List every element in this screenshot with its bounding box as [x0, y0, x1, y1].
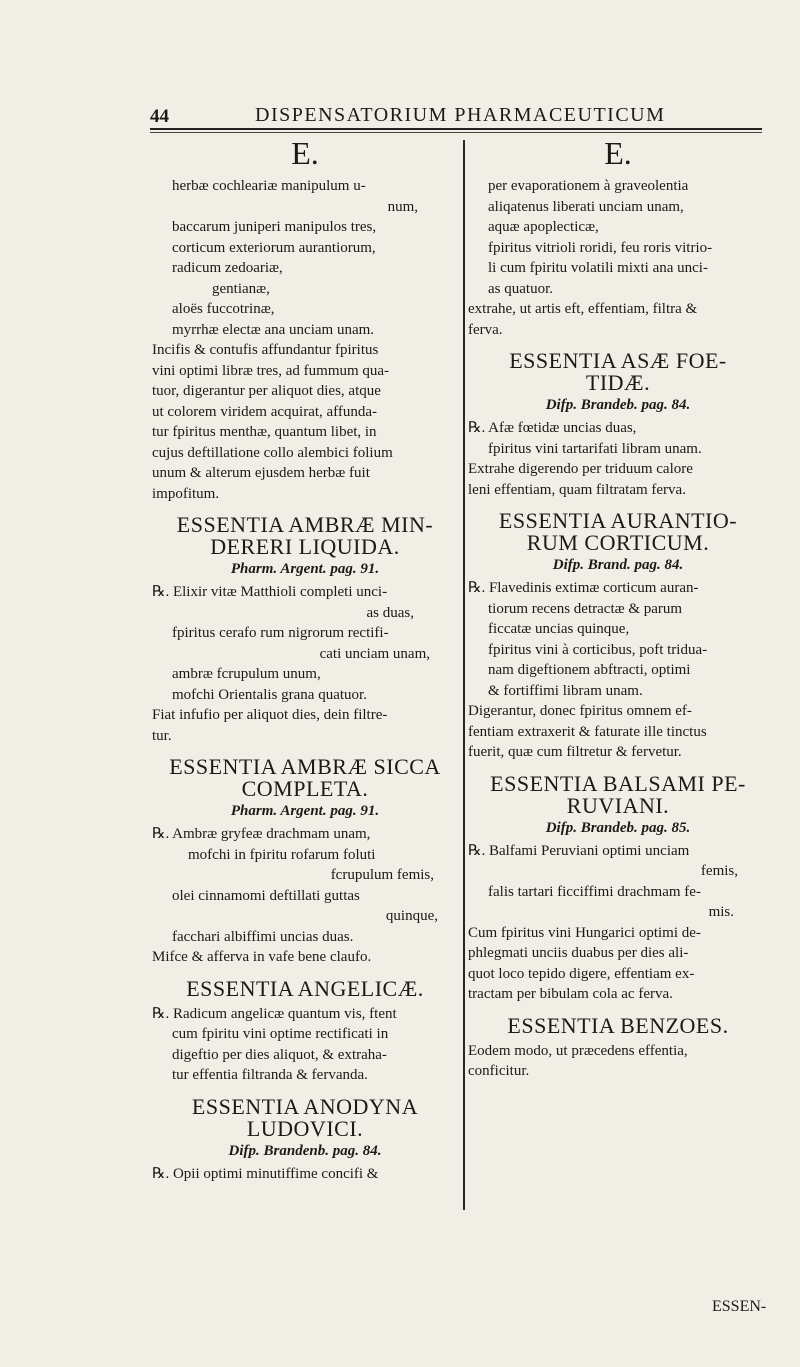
text-line: Fiat infufio per aliquot dies, dein filtre-	[152, 707, 388, 723]
source-reference: Difp. Brandeb. pag. 85.	[545, 819, 691, 836]
text-line: fpiritus vitrioli roridi, feu roris vitrio-	[488, 239, 713, 256]
text-line: Eodem modo, ut præcedens effentia,	[468, 1042, 688, 1059]
text-block	[152, 1164, 458, 1185]
text-line: digeftio per dies aliquot, & extraha-	[172, 1046, 387, 1063]
text-line: mofchi Orientalis grana quatuor.	[172, 686, 367, 703]
text-line: aloës fuccotrinæ,	[172, 301, 275, 317]
text-line: num,	[387, 198, 418, 215]
text-line: impofitum.	[152, 485, 220, 502]
text-line: myrrhæ electæ ana unciam unam.	[172, 321, 375, 338]
text-line: aquæ apoplecticæ,	[488, 219, 599, 235]
text-line: Digerantur, donec fpiritus omnem ef-	[468, 703, 692, 719]
source-reference: Pharm. Argent. pag. 91.	[230, 561, 380, 577]
text-line: & fortiffimi libram unam.	[488, 682, 643, 699]
section-title: ESSENTIA ANODYNA	[191, 1093, 419, 1119]
text-block	[152, 824, 458, 968]
section-title: ESSENTIA ASÆ FOE-	[509, 348, 727, 373]
section-title: LUDOVICI.	[246, 1115, 364, 1141]
text-line: mis.	[708, 904, 734, 920]
text-block	[468, 841, 768, 1005]
text-line: cati unciam unam,	[319, 645, 430, 662]
text-line: falis tartari ficciffimi drachmam fe-	[488, 883, 701, 900]
text-line: ficcatæ uncias quinque,	[488, 621, 630, 637]
text-line: tractam per bibulam cola ac ferva.	[468, 986, 673, 1002]
section-title: ESSENTIA AURANTIO-	[498, 508, 738, 533]
source-reference: Difp. Brandeb. pag. 84.	[545, 397, 691, 413]
text-line: ℞. Flavedinis extimæ corticum auran-	[468, 580, 699, 596]
section-letter: E.	[291, 135, 319, 171]
text-line: ferva.	[468, 321, 503, 338]
text-line: facchari albiffimi uncias duas.	[172, 928, 354, 945]
text-line: tuor, digerantur per aliquot dies, atque	[152, 383, 381, 399]
text-line: vini optimi libræ tres, ad fummum qua-	[152, 362, 390, 379]
text-line: fuerit, quæ cum filtretur & fervetur.	[468, 744, 682, 760]
text-line: fpiritus vini tartarifati libram unam.	[488, 440, 702, 457]
left-column	[152, 132, 458, 1184]
section-letter: E.	[604, 135, 632, 171]
text-line: cujus deftillatione collo alembici folium	[152, 444, 393, 461]
catchword: ESSEN-	[712, 1298, 767, 1315]
text-line: tiorum recens detractæ & parum	[488, 600, 683, 617]
text-line: ℞. Opii optimi minutiffime concifi &	[152, 1165, 379, 1182]
text-block	[152, 1004, 458, 1086]
text-line: ambræ fcrupulum unum,	[172, 666, 321, 682]
section-title: ESSENTIA BALSAMI PE-	[490, 770, 746, 796]
column-divider	[463, 140, 465, 1210]
section-title: DERERI LIQUIDA.	[210, 534, 400, 559]
text-line: Incifis & contufis affundantur fpiritus	[152, 342, 379, 358]
text-line: phlegmati unciis duabus per dies ali-	[468, 945, 689, 961]
text-line: baccarum juniperi manipulos tres,	[172, 219, 377, 235]
running-title: DISPENSATORIUM PHARMACEUTICUM	[255, 104, 666, 126]
text-line: olei cinnamomi deftillati guttas	[172, 887, 360, 904]
text-line: quot loco tepido digere, effentiam ex-	[468, 965, 695, 982]
text-line: Cum fpiritus vini Hungarici optimi de-	[468, 924, 701, 941]
text-line: nam digeftionem abftracti, optimi	[488, 662, 691, 678]
section-title: COMPLETA.	[241, 776, 369, 801]
text-line: ℞. Radicum angelicæ quantum vis, ftent	[152, 1005, 397, 1022]
text-block	[152, 582, 458, 746]
text-line: femis,	[700, 863, 738, 879]
right-column	[468, 132, 768, 1082]
text-line: ℞. Ambræ gryfeæ drachmam unam,	[152, 826, 371, 842]
text-line: ℞. Elixir vitæ Matthioli completi unci-	[152, 584, 388, 600]
text-line: fcrupulum femis,	[330, 867, 434, 883]
text-line: conficitur.	[468, 1063, 530, 1079]
section-title: ESSENTIA ANGELICÆ.	[186, 975, 424, 1001]
text-line: as quatuor.	[488, 280, 553, 297]
text-line: fentiam extraxerit & faturate ille tinctus	[468, 723, 707, 740]
text-line: fpiritus cerafo rum nigrorum rectifi-	[172, 625, 389, 641]
text-line: unum & alterum ejusdem herbæ fuit	[152, 465, 370, 481]
text-line: aliqatenus liberati unciam unam,	[488, 198, 684, 215]
text-block	[468, 1041, 768, 1082]
source-reference: Difp. Brandenb. pag. 84.	[228, 1142, 382, 1159]
text-line: tur effentia filtranda & fervanda.	[172, 1067, 368, 1083]
section-title: RUVIANI.	[566, 792, 670, 818]
text-block	[468, 176, 768, 340]
text-line: mofchi in fpiritu rofarum foluti	[188, 846, 376, 863]
text-block	[468, 418, 768, 500]
text-line: as duas,	[366, 604, 414, 621]
text-line: tur fpiritus menthæ, quantum libet, in	[152, 424, 377, 440]
text-line: cum fpiritu vini optime rectificati in	[172, 1026, 389, 1042]
section-title: TIDÆ.	[585, 370, 651, 395]
source-reference: Difp. Brand. pag. 84.	[552, 557, 684, 573]
text-line: tur.	[152, 727, 172, 744]
text-line: extrahe, ut artis eft, effentiam, filtra &	[468, 301, 698, 317]
text-line: gentianæ,	[212, 280, 270, 297]
page-header	[150, 104, 770, 130]
text-line: Extrahe digerendo per triduum calore	[468, 461, 693, 477]
text-line: fpiritus vini à corticibus, poft tridua-	[488, 641, 708, 658]
section-title: ESSENTIA BENZOES.	[507, 1012, 729, 1038]
text-line: leni effentiam, quam filtratam ferva.	[468, 481, 686, 498]
source-reference: Pharm. Argent. pag. 91.	[230, 803, 380, 819]
text-line: quinque,	[385, 908, 438, 924]
text-line: corticum exteriorum aurantiorum,	[172, 239, 376, 256]
text-line: li cum fpiritu volatili mixti ana unci-	[488, 260, 708, 276]
text-line: ℞. Balfami Peruviani optimi unciam	[468, 842, 690, 859]
text-line: ℞. Afæ fœtidæ uncias duas,	[468, 420, 637, 436]
section-title: ESSENTIA AMBRÆ SICCA	[169, 754, 441, 779]
text-line: ut colorem viridem acquirat, affunda-	[152, 403, 378, 420]
text-block	[468, 578, 768, 763]
page-number: 44	[150, 106, 169, 127]
text-line: per evaporationem à graveolentia	[488, 178, 689, 194]
text-block	[152, 176, 458, 504]
section-title: RUM CORTICUM.	[526, 530, 710, 555]
text-line: Mifce & afferva in vafe bene claufo.	[152, 949, 372, 965]
section-title: ESSENTIA AMBRÆ MIN-	[176, 512, 434, 537]
text-line: herbæ cochleariæ manipulum u-	[172, 178, 366, 194]
text-line: radicum zedoariæ,	[172, 260, 283, 276]
